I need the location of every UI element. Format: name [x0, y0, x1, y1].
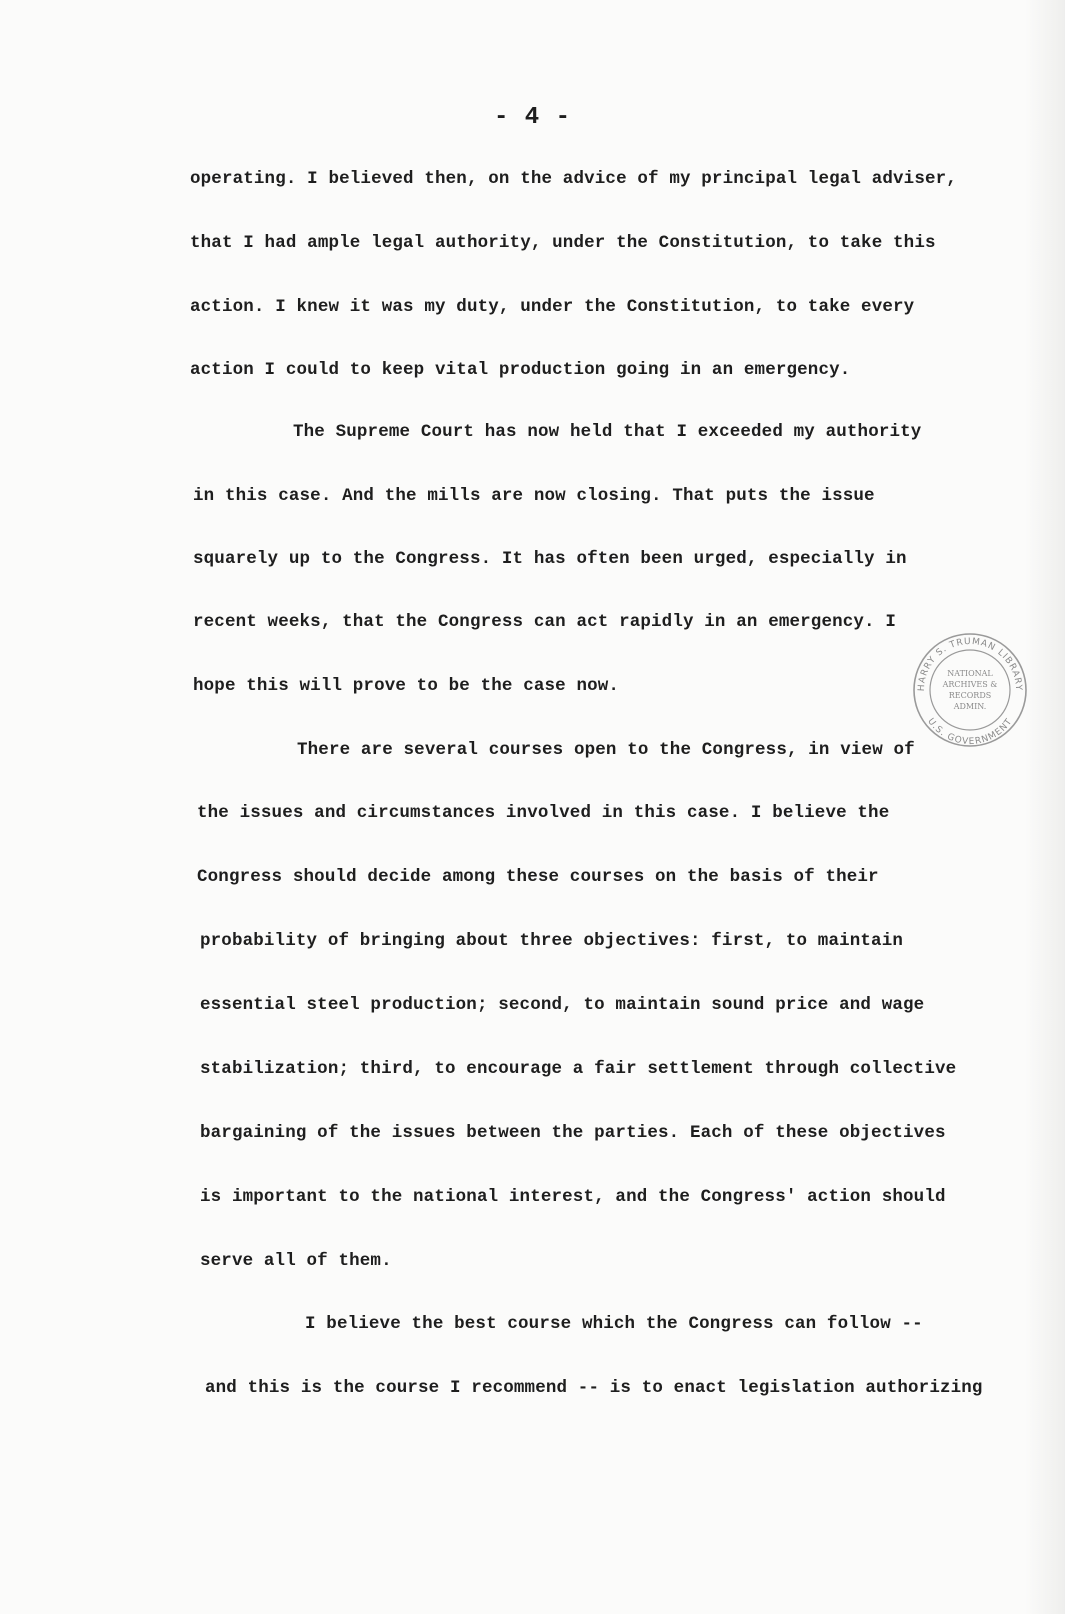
text-line: There are several courses open to the Congress, in view of — [297, 740, 915, 760]
stamp-outer-bottom: U.S. GOVERNMENT — [925, 716, 1015, 748]
text-line: serve all of them. — [200, 1251, 392, 1271]
text-line: is important to the national interest, and the Congress' action should — [200, 1187, 946, 1207]
text-line: action. I knew it was my duty, under the Constitution, to take every — [190, 297, 915, 317]
archive-stamp-icon — [910, 630, 1030, 750]
stamp-inner-line: NATIONAL — [947, 669, 993, 678]
text-line: recent weeks, that the Congress can act rapidly in an emergency. I — [193, 612, 897, 632]
text-line: bargaining of the issues between the parties. Each of these objectives — [200, 1123, 946, 1143]
text-line: probability of bringing about three objectives: first, to maintain — [200, 931, 904, 951]
stamp-outer-top: HARRY S. TRUMAN LIBRARY — [916, 636, 1024, 692]
text-line: in this case. And the mills are now closing. That puts the issue — [193, 486, 875, 506]
svg-text:U.S. GOVERNMENT — [925, 717, 1014, 747]
text-line: action I could to keep vital production going in an emergency. — [190, 360, 851, 380]
text-line: the issues and circumstances involved in this case. I believe the — [197, 803, 890, 823]
text-line: stabilization; third, to encourage a fair settlement through collective — [200, 1059, 957, 1079]
stamp-inner-line: RECORDS — [948, 691, 992, 700]
text-line: Congress should decide among these courses on the basis of their — [197, 867, 879, 887]
text-line: hope this will prove to be the case now. — [193, 676, 620, 696]
text-line: operating. I believed then, on the advice of my principal legal adviser, — [190, 169, 957, 189]
page-edge-shadow — [1025, 0, 1065, 1614]
text-line: essential steel production; second, to maintain sound price and wage — [200, 995, 925, 1015]
page-number: - 4 - — [493, 104, 571, 131]
text-line: squarely up to the Congress. It has often been urged, especially in — [193, 549, 907, 569]
text-line: The Supreme Court has now held that I exceeded my authority — [293, 422, 922, 442]
text-line: that I had ample legal authority, under the Constitution, to take this — [190, 233, 936, 253]
stamp-inner-line: ARCHIVES & — [942, 680, 998, 689]
stamp-inner-line: ADMIN. — [953, 702, 987, 711]
text-line: and this is the course I recommend -- is to enact legislation authorizing — [205, 1378, 983, 1398]
text-line: I believe the best course which the Congress can follow -- — [305, 1314, 923, 1334]
